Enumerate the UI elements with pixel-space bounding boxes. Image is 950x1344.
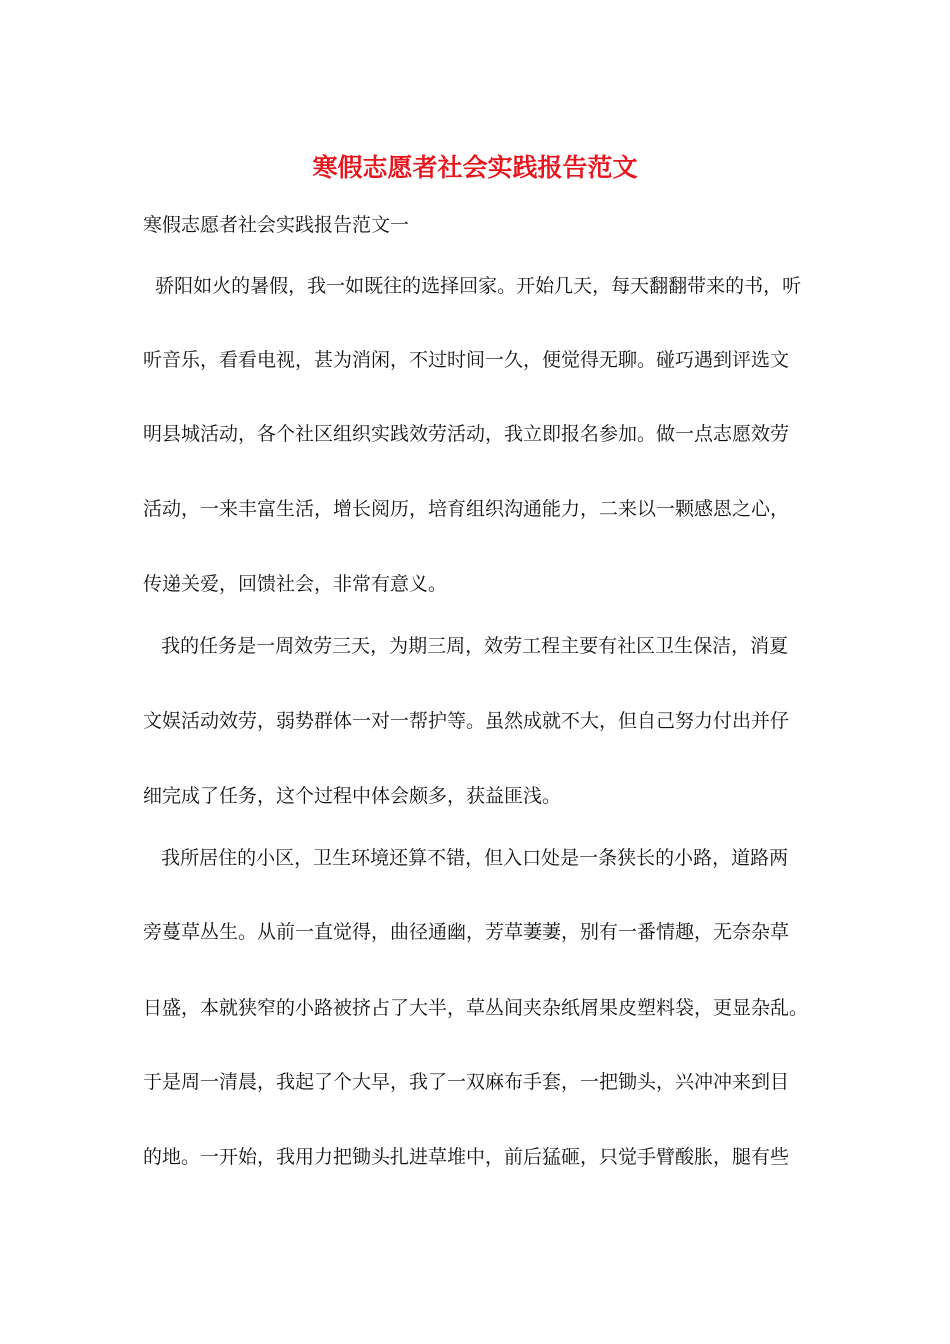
body-line: 骄阳如火的暑假，我一如既往的选择回家。开始几天，每天翻翻带来的书，听 xyxy=(143,275,802,297)
body-line: 细完成了任务，这个过程中体会颇多，获益匪浅。 xyxy=(143,785,562,807)
body-line: 我的任务是一周效劳三天，为期三周，效劳工程主要有社区卫生保洁，消夏 xyxy=(143,635,789,657)
body-line: 日盛，本就狭窄的小路被挤占了大半，草丛间夹杂纸屑果皮塑料袋，更显杂乱。 xyxy=(143,997,809,1019)
body-line: 的地。一开始，我用力把锄头扎进草堆中，前后猛砸，只觉手臂酸胀，腿有些 xyxy=(143,1146,790,1168)
body-line: 文娱活动效劳，弱势群体一对一帮护等。虽然成就不大，但自己努力付出并仔 xyxy=(143,710,790,732)
document-title: 寒假志愿者社会实践报告范文 xyxy=(312,153,638,182)
body-line: 听音乐，看看电视，甚为消闲，不过时间一久，便觉得无聊。碰巧遇到评选文 xyxy=(143,349,790,371)
body-line: 活动，一来丰富生活，增长阅历，培育组织沟通能力，二来以一颗感恩之心， xyxy=(143,498,790,520)
document-subtitle: 寒假志愿者社会实践报告范文一 xyxy=(143,214,410,236)
body-line: 明县城活动，各个社区组织实践效劳活动，我立即报名参加。做一点志愿效劳 xyxy=(143,423,790,445)
body-line: 我所居住的小区，卫生环境还算不错，但入口处是一条狭长的小路，道路两 xyxy=(143,847,789,869)
body-line: 旁蔓草丛生。从前一直觉得，曲径通幽，芳草萋萋，别有一番情趣，无奈杂草 xyxy=(143,921,790,943)
body-line: 于是周一清晨，我起了个大早，我了一双麻布手套，一把锄头，兴冲冲来到目 xyxy=(143,1071,790,1093)
body-line: 传递关爱，回馈社会，非常有意义。 xyxy=(143,573,448,595)
